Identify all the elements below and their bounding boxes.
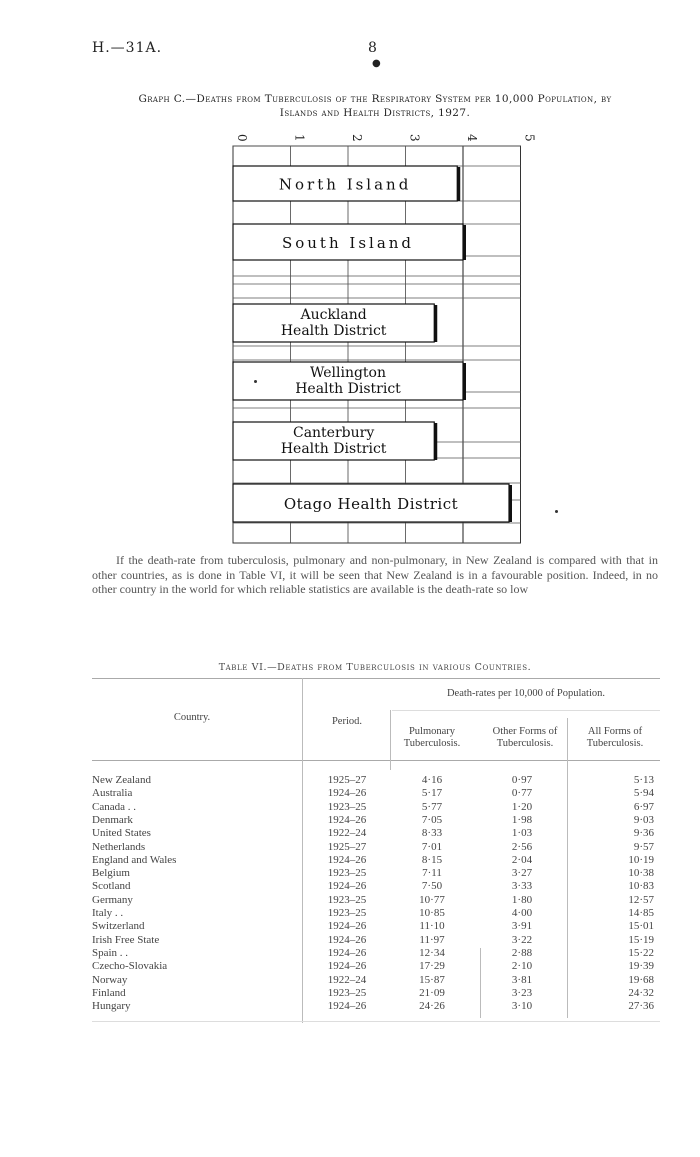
- bar-label: Wellington: [309, 365, 387, 381]
- table-row: [92, 907, 660, 919]
- col-header-other-1: Other Forms of: [492, 726, 558, 737]
- bar-label: South Island: [281, 234, 415, 252]
- all-forms-cell: 10·38: [628, 867, 654, 880]
- col-header-other-2: Tuberculosis.: [496, 738, 554, 749]
- country-cell: England and Wales: [92, 853, 177, 866]
- pulmonary-cell: 11·97: [419, 933, 445, 946]
- period-cell: 1924–26: [327, 787, 367, 800]
- period-cell: 1923–25: [327, 986, 367, 999]
- country-cell: Germany: [92, 893, 133, 906]
- country-cell: New Zealand: [92, 774, 151, 786]
- table-row: [92, 841, 660, 853]
- period-cell: 1924–26: [327, 880, 367, 893]
- all-forms-cell: 15·22: [628, 946, 654, 959]
- other-forms-cell: 3·22: [511, 933, 533, 946]
- all-forms-cell: 9·03: [633, 813, 654, 826]
- col-header-other: [480, 726, 570, 750]
- country-cell: Belgium: [92, 867, 130, 880]
- other-forms-cell: 2·56: [511, 840, 533, 853]
- pulmonary-cell: 7·11: [422, 867, 442, 880]
- all-forms-cell: 19·68: [628, 973, 654, 986]
- bar-label: North Island: [278, 175, 412, 194]
- col-header-country: Country.: [173, 712, 211, 723]
- bar-label: Health District: [280, 441, 387, 457]
- other-forms-cell: 3·91: [511, 920, 533, 933]
- table-row: [92, 774, 660, 786]
- period-cell: 1924–26: [327, 853, 367, 866]
- bar-label: Otago Health District: [283, 495, 459, 513]
- header-bottom-rule: [92, 760, 660, 761]
- country-cell: Norway: [92, 973, 128, 986]
- pulmonary-cell: 21·09: [419, 986, 445, 999]
- pulmonary-cell: 7·50: [421, 880, 443, 893]
- country-cell: United States: [92, 827, 151, 840]
- other-forms-cell: 3·23: [511, 986, 533, 999]
- all-forms-cell: 19·39: [628, 960, 654, 973]
- table-top-rule: [92, 678, 660, 679]
- pulmonary-cell: 8·15: [421, 853, 443, 866]
- table-row: [92, 987, 660, 999]
- country-cell: Italy . .: [92, 907, 124, 919]
- axis-tick-label: 1: [292, 134, 307, 142]
- country-cell: Netherlands: [92, 840, 146, 853]
- other-forms-cell: 4·00: [511, 907, 533, 919]
- other-forms-cell: 3·27: [511, 867, 533, 880]
- bar-label: Auckland: [300, 307, 367, 323]
- axis-tick-label: 0: [235, 134, 249, 142]
- page-reference: H.—31A.: [92, 40, 163, 56]
- period-cell: 1924–26: [327, 813, 367, 826]
- other-forms-cell: 0·77: [511, 787, 533, 800]
- all-forms-cell: 9·36: [633, 827, 654, 840]
- period-cell: 1922–24: [327, 973, 367, 986]
- other-forms-cell: 2·10: [511, 960, 533, 973]
- other-forms-cell: 3·33: [511, 880, 533, 893]
- period-cell: 1924–26: [327, 920, 367, 933]
- bar-label: Canterbury: [292, 425, 375, 441]
- pulmonary-cell: 4·16: [421, 774, 443, 786]
- pulmonary-cell: 11·10: [419, 920, 445, 933]
- axis-tick-label: 2: [350, 134, 364, 142]
- group-rule: [392, 710, 660, 711]
- table-row: [92, 880, 660, 892]
- group-header: Death-rates per 10,000 of Population.: [446, 688, 606, 699]
- other-forms-cell: 1·80: [511, 893, 533, 906]
- table-row: [92, 814, 660, 826]
- graph-title-line-1: Graph C.—Deaths from Tuberculosis of the Respiratory System per 10,000 Population, by: [138, 93, 612, 105]
- pulmonary-cell: 12·34: [419, 946, 445, 959]
- pulmonary-cell: 15·87: [419, 973, 445, 986]
- other-forms-cell: 1·20: [511, 800, 533, 813]
- pulmonary-cell: 10·77: [419, 893, 445, 906]
- table-row: [92, 827, 660, 839]
- pulmonary-cell: 10·85: [419, 907, 445, 919]
- pulmonary-cell: 24·26: [419, 1000, 445, 1013]
- all-forms-cell: 15·01: [628, 920, 654, 933]
- all-forms-cell: 24·32: [628, 986, 654, 999]
- all-forms-cell: 10·19: [628, 853, 654, 866]
- pulmonary-cell: 7·05: [421, 813, 443, 826]
- tuberculosis-table: [92, 678, 660, 1023]
- bar-label: Health District: [295, 381, 401, 397]
- axis-tick-label: 5: [522, 134, 537, 142]
- country-cell: Irish Free State: [92, 933, 160, 946]
- all-forms-cell: 12·57: [628, 893, 654, 906]
- table-title: Table VI.—Deaths from Tuberculosis in various Countries.: [218, 662, 532, 673]
- pulmonary-cell: 5·17: [421, 787, 443, 800]
- bar-label: Health District: [280, 323, 387, 339]
- all-forms-cell: 14·85: [628, 907, 654, 919]
- table-row: [92, 867, 660, 879]
- column-divider: [390, 710, 391, 770]
- other-forms-cell: 3·10: [511, 1000, 533, 1013]
- axis-tick-label: 3: [407, 134, 422, 142]
- col-header-pulmonary: [392, 726, 472, 750]
- table-row: [92, 920, 660, 932]
- other-forms-cell: 1·98: [511, 813, 533, 826]
- all-forms-cell: 6·97: [633, 800, 654, 813]
- col-header-all-2: Tuberculosis.: [586, 738, 644, 749]
- all-forms-cell: 10·83: [628, 880, 654, 893]
- country-cell: Hungary: [92, 1000, 131, 1013]
- col-header-period: Period.: [331, 716, 363, 727]
- pulmonary-cell: 7·01: [421, 840, 443, 853]
- country-cell: Switzerland: [92, 920, 145, 933]
- country-cell: Spain . .: [92, 946, 129, 959]
- period-cell: 1925–27: [327, 840, 367, 853]
- bar-chart: [230, 128, 537, 548]
- page-number: 8: [368, 40, 377, 56]
- col-header-pulmonary-2: Tuberculosis.: [403, 738, 461, 749]
- ink-speck: [254, 380, 257, 383]
- all-forms-cell: 5·13: [633, 774, 654, 786]
- all-forms-cell: 9·57: [633, 840, 654, 853]
- country-cell: Denmark: [92, 813, 133, 826]
- table-row: [92, 894, 660, 906]
- period-cell: 1923–25: [327, 893, 367, 906]
- period-cell: 1925–27: [327, 774, 367, 786]
- col-header-all: [570, 726, 660, 750]
- table-row: [92, 854, 660, 866]
- table-bottom-rule: [92, 1021, 660, 1022]
- pulmonary-cell: 17·29: [419, 960, 445, 973]
- period-cell: 1924–26: [327, 960, 367, 973]
- other-forms-cell: 2·88: [511, 946, 533, 959]
- period-cell: 1924–26: [327, 1000, 367, 1013]
- period-cell: 1924–26: [327, 933, 367, 946]
- other-forms-cell: 0·97: [511, 774, 533, 786]
- country-cell: Australia: [92, 787, 133, 800]
- pulmonary-cell: 8·33: [421, 827, 443, 840]
- body-paragraph: [92, 553, 658, 597]
- other-forms-cell: 2·04: [511, 853, 533, 866]
- graph-title-line-2: Islands and Health Districts, 1927.: [279, 107, 471, 119]
- period-cell: 1923–25: [327, 867, 367, 880]
- country-cell: Czecho-Slovakia: [92, 960, 168, 973]
- all-forms-cell: 27·36: [628, 1000, 654, 1013]
- table-row: [92, 974, 660, 986]
- graph-title: [90, 92, 660, 120]
- country-cell: Canada . .: [92, 800, 136, 813]
- period-cell: 1923–25: [327, 907, 367, 919]
- other-forms-cell: 3·81: [511, 973, 533, 986]
- all-forms-cell: 5·94: [633, 787, 654, 800]
- table-row: [92, 960, 660, 972]
- pulmonary-cell: 5·77: [421, 800, 443, 813]
- all-forms-cell: 15·19: [628, 933, 654, 946]
- country-cell: Finland: [92, 986, 126, 999]
- other-forms-cell: 1·03: [511, 827, 533, 840]
- period-cell: 1922–24: [327, 827, 367, 840]
- ink-dot: ●: [372, 58, 381, 69]
- table-row: [92, 934, 660, 946]
- table-row: [92, 1000, 660, 1012]
- ink-speck: [555, 510, 558, 513]
- period-cell: 1923–25: [327, 800, 367, 813]
- table-row: [92, 801, 660, 813]
- axis-tick-label: 4: [465, 134, 479, 142]
- period-cell: 1924–26: [327, 946, 367, 959]
- col-header-all-1: All Forms of: [587, 726, 643, 737]
- country-cell: Scotland: [92, 880, 131, 893]
- paragraph-text: If the death-rate from tuberculosis, pulmonary and non-pulmonary, in New Zealand is compared with that in other countries, as is done in Table VI, it will be seen that New Zealand is in a favourable position. Indeed, in no other country in the world for which reliable statistics are available is the death-rate so low: [92, 553, 658, 596]
- table-row: [92, 947, 660, 959]
- table-row: [92, 787, 660, 799]
- col-header-pulmonary-1: Pulmonary: [408, 726, 456, 737]
